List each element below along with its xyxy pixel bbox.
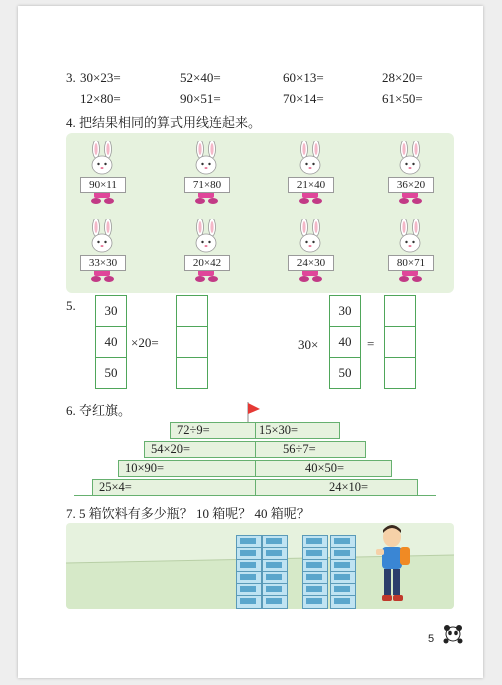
rabbit-icon bbox=[388, 141, 434, 207]
rabbit-panel bbox=[66, 133, 454, 293]
q3-expr: 30×23= bbox=[80, 70, 121, 85]
number-cell: 50 bbox=[104, 365, 118, 380]
number-cell: 50 bbox=[338, 365, 352, 380]
pyramid-base bbox=[74, 495, 436, 496]
drink-crate bbox=[262, 595, 288, 609]
pyramid-row-3 bbox=[118, 460, 392, 477]
q3-expr: 60×13= bbox=[283, 70, 324, 85]
q5-left-operator: ×20= bbox=[131, 335, 159, 350]
pyramid-expr: 54×20= bbox=[151, 442, 191, 456]
answer-box[interactable] bbox=[177, 296, 207, 327]
pyramid-row-1 bbox=[170, 422, 340, 439]
rabbit-icon bbox=[80, 141, 126, 207]
rabbit-expression: 33×30 bbox=[80, 255, 126, 271]
answer-box[interactable] bbox=[177, 327, 207, 358]
rabbit-expression: 80×71 bbox=[388, 255, 434, 271]
q6-title: 6. 夺红旗。 bbox=[66, 403, 132, 418]
rabbit-card[interactable] bbox=[184, 219, 230, 285]
pyramid-row-4 bbox=[92, 479, 418, 496]
answer-box[interactable] bbox=[385, 327, 415, 358]
q5-right-number-column bbox=[329, 295, 361, 389]
q3-label: 3. bbox=[66, 70, 76, 85]
rabbit-card[interactable] bbox=[388, 141, 434, 207]
rabbit-card[interactable] bbox=[80, 141, 126, 207]
boy-icon bbox=[372, 525, 414, 607]
pyramid-expr: 72÷9= bbox=[177, 423, 210, 437]
number-cell: 30 bbox=[330, 296, 360, 327]
q5-right-prefix: 30× bbox=[298, 337, 319, 352]
pyramid-expr: 40×50= bbox=[305, 461, 345, 475]
panda-icon bbox=[442, 622, 464, 646]
rabbit-icon bbox=[184, 219, 230, 285]
q5-left-number-column bbox=[95, 295, 127, 389]
answer-box[interactable] bbox=[177, 358, 207, 388]
q5-right-answer-column bbox=[384, 295, 416, 389]
number-cell: 30 bbox=[96, 296, 126, 327]
rabbit-card[interactable] bbox=[184, 141, 230, 207]
rabbit-icon bbox=[388, 219, 434, 285]
answer-box[interactable] bbox=[385, 358, 415, 388]
red-flag-icon bbox=[246, 402, 262, 422]
drink-crate bbox=[236, 595, 262, 609]
rabbit-expression: 90×11 bbox=[80, 177, 126, 193]
q5-right-operator: = bbox=[367, 336, 375, 351]
pyramid-expr: 10×90= bbox=[125, 461, 165, 475]
rabbit-icon bbox=[184, 141, 230, 207]
drinks-scene bbox=[66, 523, 454, 609]
pyramid-expr: 56÷7= bbox=[283, 442, 316, 456]
textbook-page bbox=[18, 6, 483, 678]
number-cell: 40 bbox=[96, 327, 126, 358]
q3-expr: 52×40= bbox=[180, 70, 221, 85]
q3-expr: 90×51= bbox=[180, 91, 221, 106]
drink-crate bbox=[302, 595, 328, 609]
q3-expr: 12×80= bbox=[80, 91, 121, 106]
q5-label: 5. bbox=[66, 298, 76, 313]
q3-expr: 28×20= bbox=[382, 70, 423, 85]
rabbit-expression: 20×42 bbox=[184, 255, 230, 271]
q3-expr: 70×14= bbox=[283, 91, 324, 106]
rabbit-card[interactable] bbox=[388, 219, 434, 285]
answer-box[interactable] bbox=[385, 296, 415, 327]
rabbit-card[interactable] bbox=[288, 219, 334, 285]
q7-title: 7. 5 箱饮料有多少瓶？ 10 箱呢？ 40 箱呢？ bbox=[66, 506, 310, 521]
rabbit-expression: 24×30 bbox=[288, 255, 334, 271]
rabbit-expression: 71×80 bbox=[184, 177, 230, 193]
rabbit-icon bbox=[80, 219, 126, 285]
q5-left-answer-column bbox=[176, 295, 208, 389]
rabbit-icon bbox=[288, 219, 334, 285]
pyramid-row-2 bbox=[144, 441, 366, 458]
q4-title: 4. 把结果相同的算式用线连起来。 bbox=[66, 115, 262, 130]
drink-crate bbox=[330, 595, 356, 609]
pyramid-expr: 15×30= bbox=[259, 423, 299, 437]
rabbit-expression: 36×20 bbox=[388, 177, 434, 193]
rabbit-card[interactable] bbox=[288, 141, 334, 207]
rabbit-expression: 21×40 bbox=[288, 177, 334, 193]
rabbit-card[interactable] bbox=[80, 219, 126, 285]
page-number: 5 bbox=[428, 633, 435, 645]
pyramid-expr: 24×10= bbox=[329, 480, 369, 494]
q3-expr: 61×50= bbox=[382, 91, 423, 106]
rabbit-icon bbox=[288, 141, 334, 207]
pyramid-expr: 25×4= bbox=[99, 480, 132, 494]
number-cell: 40 bbox=[330, 327, 360, 358]
